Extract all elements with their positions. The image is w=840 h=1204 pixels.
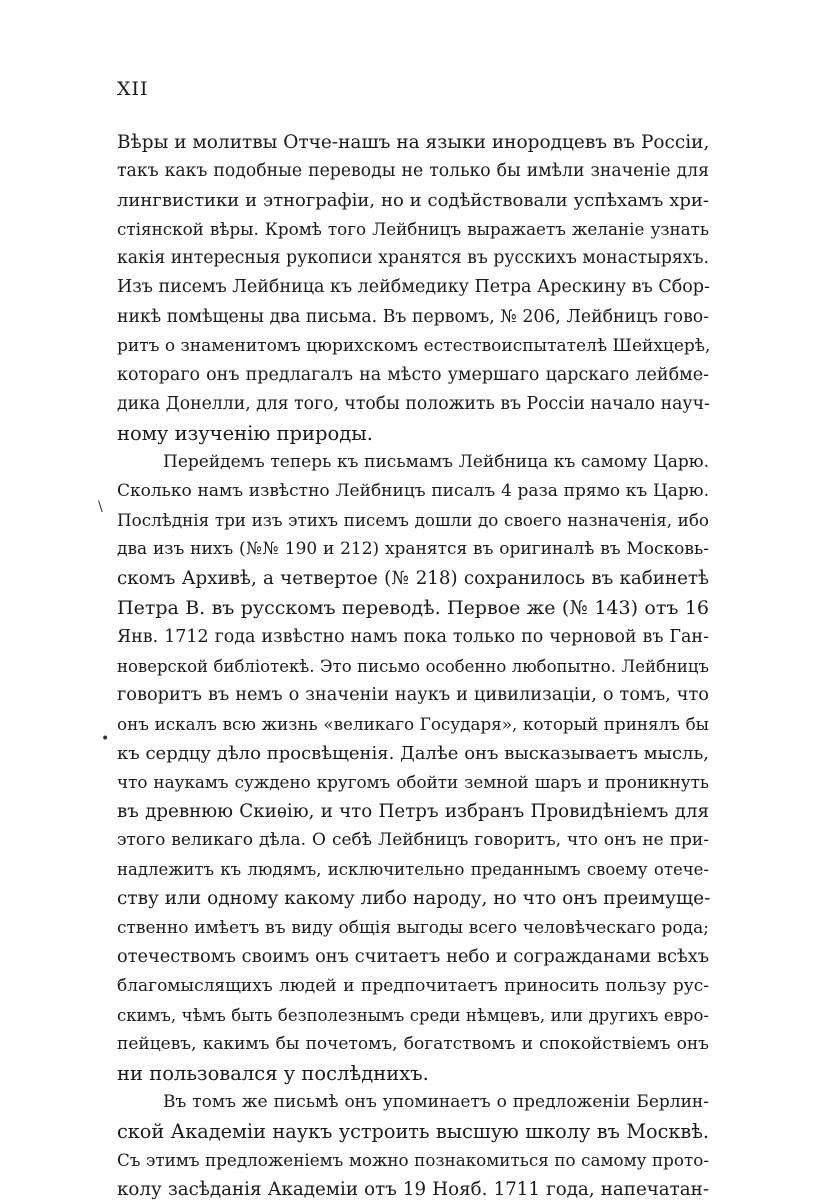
text-line: пейцевъ, какимъ бы почетомъ, богатствомъ и спокойствіемъ онъ: [117, 1033, 709, 1054]
text-line: Петра В. въ русскомъ переводѣ. Первое же (№ 143) отъ 16: [117, 596, 709, 619]
text-line: никѣ помѣщены два письма. Въ первомъ, № 206, Лейбницъ гово-: [117, 306, 709, 327]
text-line: Въ томъ же письмѣ онъ упоминаетъ о предложеніи Берлин-: [163, 1092, 709, 1113]
text-line: ству или одному какому либо народу, но что онъ преимуще-: [117, 888, 711, 910]
text-line: новерской библіотекѣ. Это письмо особенно любопытно. Лейбницъ: [117, 656, 709, 676]
text-line: Изъ писемъ Лейбница къ лейбмедику Петра Арескину въ Сбор-: [117, 277, 710, 298]
text-line: стіянской вѣры. Кромѣ того Лейбницъ выражаетъ желаніе узнать: [117, 219, 709, 240]
text-line: ской Академіи наукъ устроить высшую школу въ Москвѣ.: [117, 1120, 709, 1144]
text-line: ни пользовался у послѣднихъ.: [117, 1062, 429, 1085]
text-line: ному изученію природы.: [117, 421, 373, 445]
text-line: въ древнюю Скиѳію, и что Петръ избранъ Провидѣніемъ для: [117, 801, 709, 823]
text-line: къ сердцу дѣло просвѣщенія. Далѣе онъ высказываетъ мысль,: [117, 742, 709, 764]
text-line: надлежитъ къ людямъ, исключительно преданнымъ своему отече-: [117, 860, 709, 880]
text-line: ритъ о знаменитомъ цюрихскомъ естествоиспытателѣ Шейхцерѣ,: [117, 335, 711, 356]
text-line: Съ этимъ предложеніемъ можно познакомиться по самому прото-: [117, 1150, 709, 1171]
page-number: XII: [117, 78, 149, 100]
text-line: такъ какъ подобные переводы не только бы имѣли значеніе для: [117, 161, 709, 182]
text-line: Вѣры и молитвы Отче-нашъ на языки инородцевъ въ Россіи,: [117, 132, 710, 153]
text-line: Послѣднія три изъ этихъ писемъ дошли до своего назначенія, ибо: [117, 510, 709, 531]
text-line: этого великаго дѣла. О себѣ Лейбницъ говоритъ, что онъ не при-: [117, 830, 709, 851]
text-line: Янв. 1712 года извѣстно намъ пока только по черновой въ Ган-: [117, 626, 709, 647]
text-line: что наукамъ суждено кругомъ обойти земной шаръ и проникнуть: [117, 772, 709, 793]
text-line: дика Донелли, для того, чтобы положить въ Россіи начало науч-: [117, 393, 710, 414]
text-line: онъ искалъ всю жизнь «великаго Государя», который принялъ бы: [117, 713, 709, 734]
text-line: отечествомъ своимъ онъ считаетъ небо и согражданами всѣхъ: [117, 946, 709, 967]
text-line: ственно имѣетъ въ виду общія выгоды всего человѣческаго рода;: [117, 917, 709, 938]
body-text: [117, 128, 709, 1204]
text-line: колу засѣданія Академіи отъ 19 Нояб. 1711 года, напечатан-: [117, 1179, 709, 1201]
text-line: котораго онъ предлагалъ на мѣсто умершаго царскаго лейбме-: [117, 364, 709, 385]
text-line: какія интересныя рукописи хранятся въ русскихъ монастыряхъ.: [117, 248, 709, 269]
text-line: говоритъ въ немъ о значеніи наукъ и цивилизаціи, о томъ, что: [117, 684, 709, 705]
text-line: благомыслящихъ людей и предпочитаетъ приносить пользу рус-: [117, 975, 709, 996]
margin-tick-mark: \: [98, 499, 103, 515]
text-line: лингвистики и этнографіи, но и содѣйствовали успѣхамъ хри-: [117, 190, 709, 212]
margin-dot-mark: •: [101, 731, 110, 747]
text-line: два изъ нихъ (№№ 190 и 212) хранятся въ оригиналѣ въ Московь-: [117, 539, 709, 560]
text-line: скомъ Архивѣ, а четвертое (№ 218) сохранилось въ кабинетѣ: [117, 568, 709, 590]
text-line: скимъ, чѣмъ быть безполезнымъ среди нѣмцевъ, или другихъ евро-: [117, 1005, 709, 1025]
text-line: Сколько намъ извѣстно Лейбницъ писалъ 4 раза прямо къ Царю.: [117, 481, 709, 502]
text-line: Перейдемъ теперь къ письмамъ Лейбница къ самому Царю.: [163, 452, 709, 473]
